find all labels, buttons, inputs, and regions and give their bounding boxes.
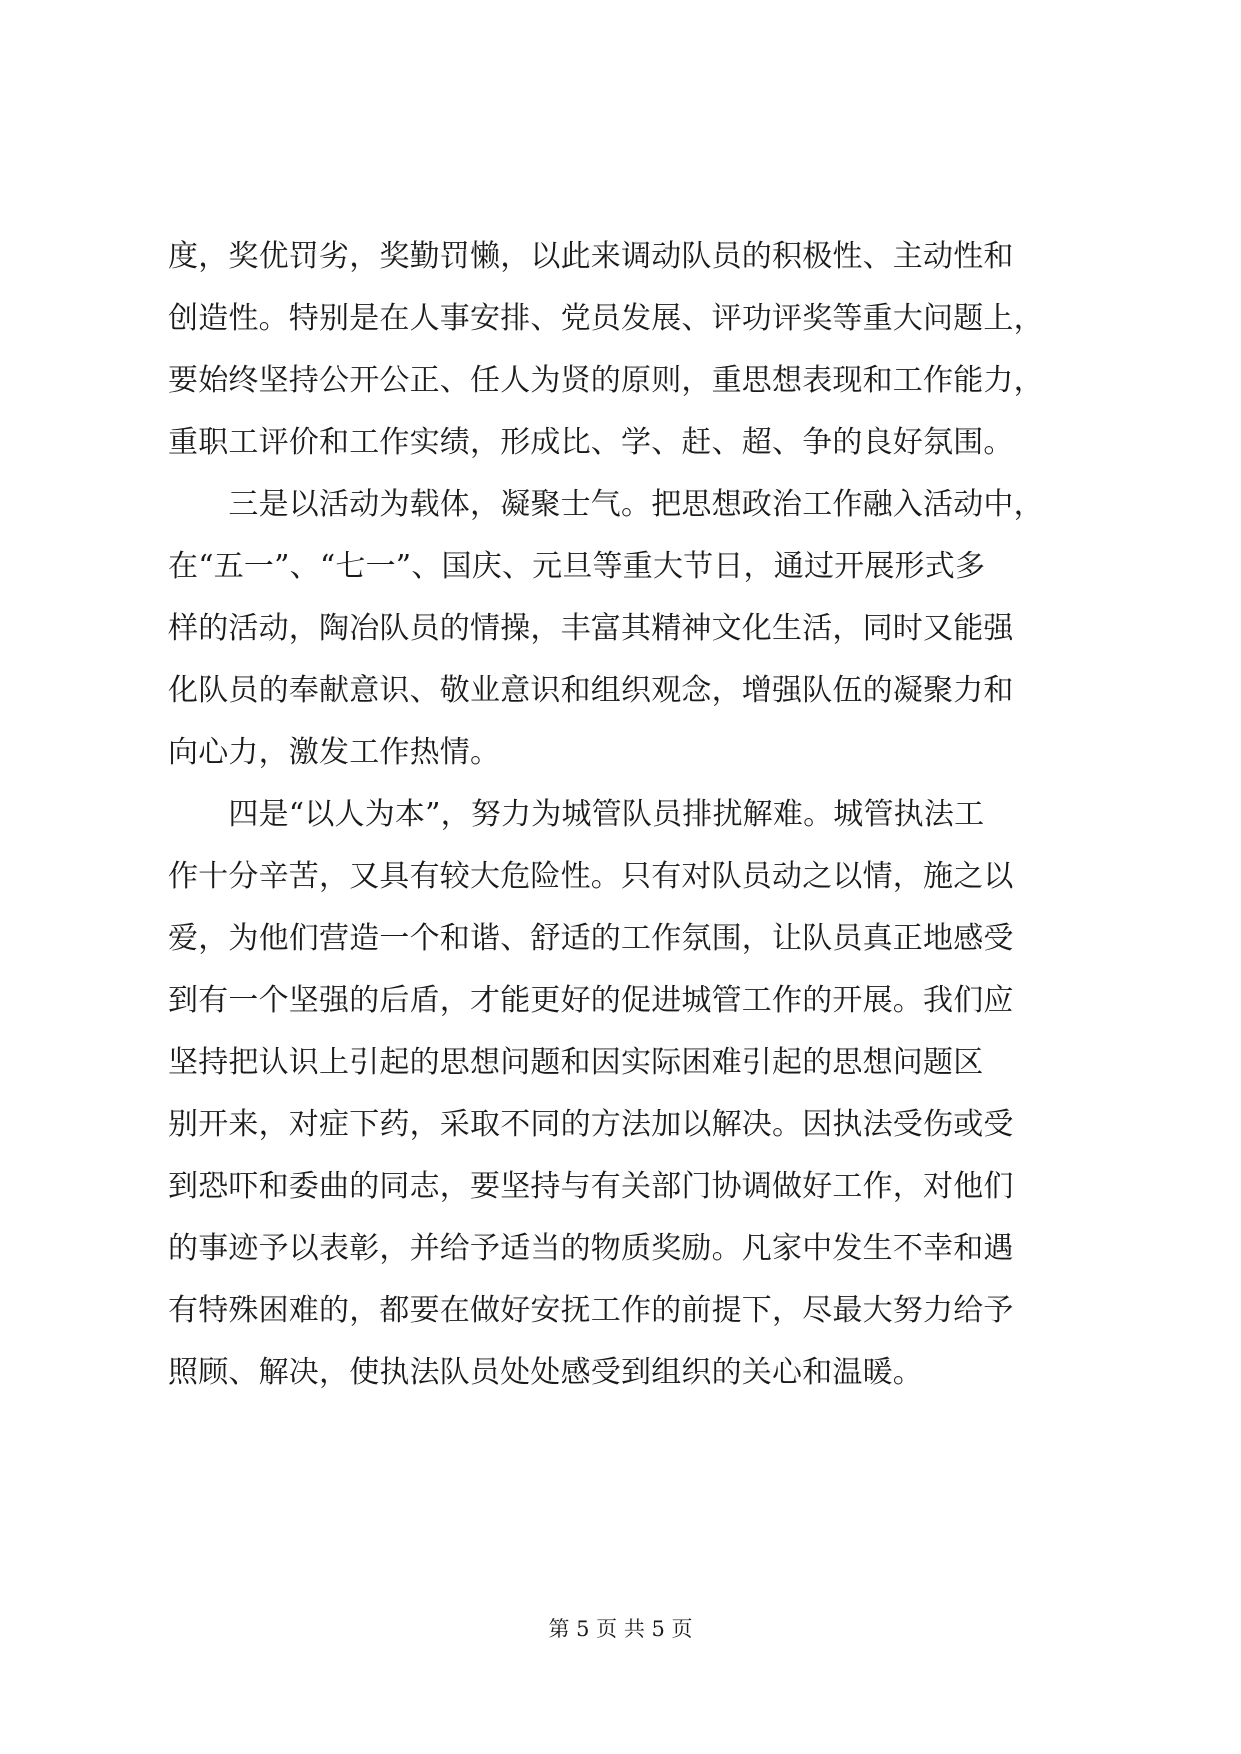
text-line: 作十分辛苦，又具有较大危险性。只有对队员动之以情，施之以 (168, 859, 1014, 894)
text-line: 坚持把认识上引起的思想问题和因实际困难引起的思想问题区 (168, 1045, 984, 1080)
text-line: 爱，为他们营造一个和谐、舒适的工作氛围，让队员真正地感受 (168, 921, 1014, 956)
text-line: 度，奖优罚劣，奖勤罚懒，以此来调动队员的积极性、主动性和 (168, 239, 1014, 274)
text-line: 的事迹予以表彰，并给予适当的物质奖励。凡家中发生不幸和遇 (168, 1231, 1014, 1266)
text-line: 向心力，激发工作热情。 (168, 735, 501, 770)
text-line: 照顾、解决，使执法队员处处感受到组织的关心和温暖。 (168, 1355, 923, 1390)
body-text (168, 226, 1088, 1404)
text-line: 重职工评价和工作实绩，形成比、学、赶、超、争的良好氛围。 (168, 425, 1014, 460)
paragraph-start-line: 三是以活动为载体，凝聚士气。把思想政治工作融入活动中， (168, 487, 1044, 522)
text-line: 有特殊困难的，都要在做好安抚工作的前提下，尽最大努力给予 (168, 1293, 1014, 1328)
text-line: 到恐吓和委曲的同志，要坚持与有关部门协调做好工作，对他们 (168, 1169, 1014, 1204)
text-line: 要始终坚持公开公正、任人为贤的原则，重思想表现和工作能力， (168, 363, 1044, 398)
text-line: 样的活动，陶冶队员的情操，丰富其精神文化生活，同时又能强 (168, 611, 1014, 646)
text-line: 创造性。特别是在人事安排、党员发展、评功评奖等重大问题上， (168, 301, 1044, 336)
text-line: 别开来，对症下药，采取不同的方法加以解决。因执法受伤或受 (168, 1107, 1014, 1142)
text-line: 化队员的奉献意识、敬业意识和组织观念，增强队伍的凝聚力和 (168, 673, 1014, 708)
text-line: 到有一个坚强的后盾，才能更好的促进城管工作的开展。我们应 (168, 983, 1014, 1018)
page-footer: 第 5 页 共 5 页 (548, 1617, 693, 1641)
text-line: 在“五一”、“七一”、国庆、元旦等重大节日，通过开展形式多 (168, 549, 986, 584)
paragraph-start-line: 四是“以人为本”，努力为城管队员排扰解难。城管执法工 (168, 797, 985, 832)
